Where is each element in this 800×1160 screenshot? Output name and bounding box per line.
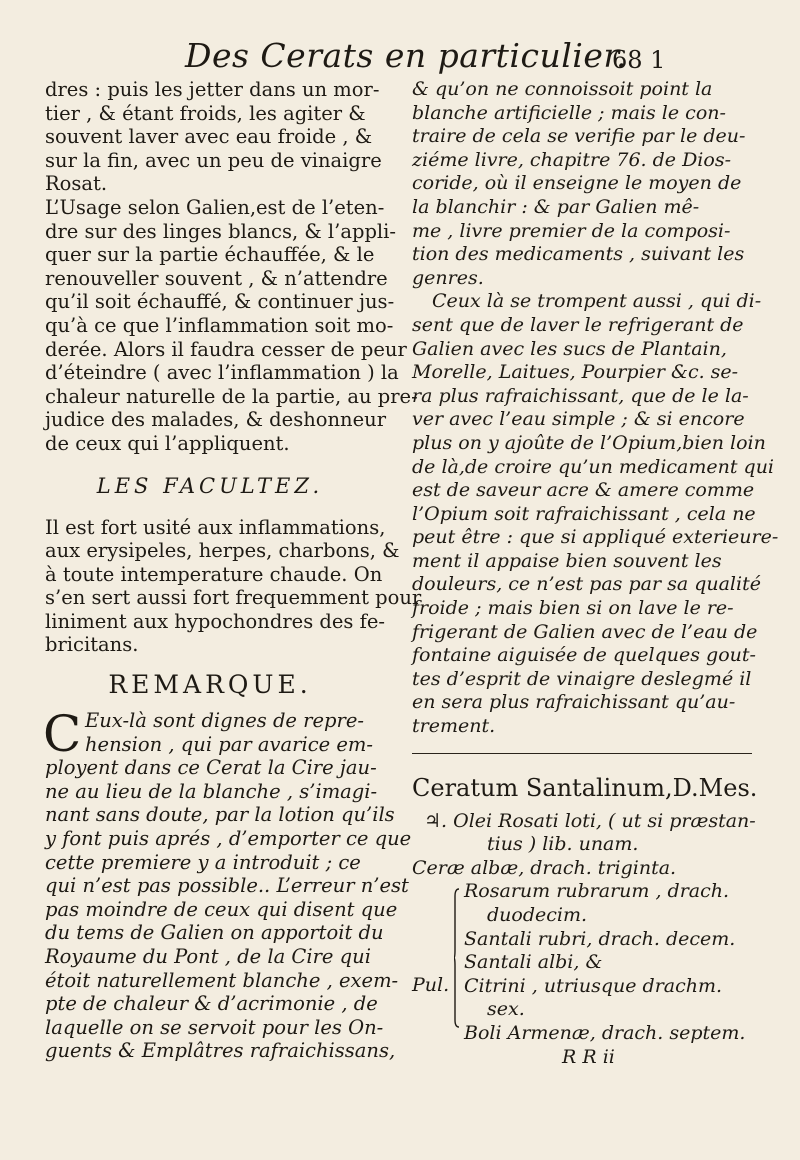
text-line: renouveller souvent , & n’attendre xyxy=(45,266,388,290)
drop-cap: C xyxy=(43,705,82,764)
text-line: tes d’esprit de vinaigre deslegmé il xyxy=(412,667,752,690)
remarque-continued-paragraph xyxy=(412,78,758,290)
text-line: Royaume du Pont , de la Cire qui xyxy=(45,945,371,968)
text-line: pte de chaleur & d’acrimonie , de xyxy=(45,992,378,1016)
signature-mark: R R ii xyxy=(562,1045,615,1068)
recipe-line: ♃. Olei Rosati loti, ( ut si præstan- xyxy=(424,809,756,832)
recipe-line: duodecim. xyxy=(487,904,588,926)
recipe-line: Santali rubri, drach. decem. xyxy=(464,927,736,950)
text-line: la blanchir : & par Galien mê- xyxy=(412,195,700,218)
brace-label: Pul. xyxy=(412,974,450,997)
text-line: souvent laver avec eau froide , & xyxy=(45,125,373,149)
text-line: ziéme livre, chapitre 76. de Dios- xyxy=(412,148,731,171)
text-line: tion des medicaments , suivant les xyxy=(412,243,745,266)
facultez-paragraph xyxy=(45,515,422,658)
preparation-paragraph xyxy=(45,78,418,456)
text-line: sent que de laver le refrigerant de xyxy=(412,313,744,336)
recipe-line: sex. xyxy=(487,998,525,1021)
text-line: Galien avec les sucs de Plantain, xyxy=(412,337,727,360)
text-line: ra plus rafraichissant, que de le la- xyxy=(412,384,749,407)
text-line: blanche artificielle ; mais le con- xyxy=(412,101,726,124)
text-line: guents & Emplâtres rafraichissans, xyxy=(45,1039,396,1063)
recipe-line: Citrini , utriusque drachm. xyxy=(464,974,723,997)
text-line: frigerant de Galien avec de l’eau de xyxy=(412,620,758,643)
recipe-line: Santali albi, & xyxy=(464,951,603,974)
text-line: liniment aux hypochondres des fe- xyxy=(45,609,385,633)
text-line: qu’à ce que l’inflammation soit mo- xyxy=(45,313,394,337)
left-column xyxy=(43,78,422,1063)
text-line: coride, où il enseigne le moyen de xyxy=(412,172,742,195)
text-line: plus on y ajoûte de l’Opium,bien loin xyxy=(412,431,766,454)
text-line: sur la fin, avec un peu de vinaigre xyxy=(45,148,382,172)
recipe xyxy=(412,810,758,1070)
page-header xyxy=(0,36,800,76)
text-line: cette premiere y a introduit ; ce xyxy=(45,850,361,874)
text-line: hension , qui par avarice em- xyxy=(85,732,374,756)
text-line: tier , & étant froids, les agiter & xyxy=(45,101,366,125)
text-line: nant sans doute, par la lotion qu’ils xyxy=(45,803,395,827)
text-line: est de saveur acre & amere comme xyxy=(412,479,755,502)
heading-remarque: REMARQUE. xyxy=(108,670,312,700)
text-line: y font puis aprés , d’emporter ce que xyxy=(45,827,412,851)
text-line: Ceux là se trompent aussi , qui di- xyxy=(432,290,762,313)
running-head: Des Cerats en particulier. xyxy=(185,36,627,75)
right-column xyxy=(412,78,779,1069)
text-line: dres : puis les jetter dans un mor- xyxy=(45,78,380,101)
text-line: chaleur naturelle de la partie, au pre- xyxy=(45,384,418,408)
text-line: fontaine aiguisée de quelques gout- xyxy=(412,644,756,667)
text-line: me , livre premier de la composi- xyxy=(412,219,731,242)
text-line: traire de cela se verifie par le deu- xyxy=(412,125,746,148)
text-line: qui n’est pas possible.. L’erreur n’est xyxy=(45,874,409,898)
text-line: d’éteindre ( avec l’inflammation ) la xyxy=(45,361,399,385)
text-line: L’Usage selon Galien,est de l’eten- xyxy=(45,195,385,219)
text-line: judice des malades, & deshonneur xyxy=(45,408,387,432)
text-line: Il est fort usité aux inflammations, xyxy=(45,515,386,539)
text-line: étoit naturellement blanche , exem- xyxy=(45,968,399,992)
text-line: dre sur des linges blancs, & l’appli- xyxy=(45,219,396,243)
curly-brace-icon xyxy=(454,888,460,1028)
text-line: genres. xyxy=(412,266,484,289)
remarque-paragraph xyxy=(43,705,412,1063)
text-line: l’Opium soit rafraichissant , cela ne xyxy=(412,502,756,525)
text-line: de ceux qui l’appliquent. xyxy=(45,431,290,455)
text-line: bricitans. xyxy=(45,633,139,657)
text-line: du tems de Galien on apportoit du xyxy=(45,921,384,945)
text-line: Morelle, Laitues, Pourpier &c. se- xyxy=(412,361,739,384)
text-line: qu’il soit échauffé, & continuer jus- xyxy=(45,290,395,314)
text-line: laquelle on se servoit pour les On- xyxy=(45,1015,384,1039)
page-number: 68 1 xyxy=(612,46,666,74)
text-line: douleurs, ce n’est pas par sa qualité xyxy=(412,573,761,596)
text-line: & qu’on ne connoissoit point la xyxy=(412,78,713,100)
second-remarque-paragraph xyxy=(412,290,779,738)
text-line: aux erysipeles, herpes, charbons, & xyxy=(45,539,400,563)
recipe-line: Ceræ albæ, drach. triginta. xyxy=(412,856,677,879)
dropcap-block xyxy=(43,705,375,764)
text-line: peut être : que si appliqué exterieure- xyxy=(412,526,779,549)
text-line: de là,de croire qu’un medicament qui xyxy=(412,455,775,478)
text-line: ment il appaise bien souvent les xyxy=(412,549,722,572)
heading-facultez: LES FACULTEZ. xyxy=(96,473,324,498)
text-line: trement. xyxy=(412,715,496,738)
text-line: derée. Alors il faudra cesser de peur xyxy=(45,337,407,361)
text-line: quer sur la partie échauffée, & le xyxy=(45,243,375,267)
text-line: ne au lieu de la blanche , s’imagi- xyxy=(45,779,378,803)
text-line: pas moindre de ceux qui disent que xyxy=(45,897,398,921)
text-line: en sera plus rafraichissant qu’au- xyxy=(412,691,736,714)
text-line: Rosat. xyxy=(45,172,108,196)
section-divider xyxy=(412,753,752,754)
recipe-line: Boli Armenæ, drach. septem. xyxy=(464,1021,746,1044)
recipe-line: Rosarum rubrarum , drach. xyxy=(464,880,730,903)
heading-ceratum: Ceratum Santalinum,D.Mes. xyxy=(412,773,758,802)
text-line: s’en sert aussi fort frequemment pour xyxy=(45,586,422,610)
text-line: Eux-là sont dignes de repre- xyxy=(85,709,364,733)
text-line: ver avec l’eau simple ; & si encore xyxy=(412,408,745,431)
text-line: ployent dans ce Cerat la Cire jau- xyxy=(45,756,377,780)
braced-ingredients xyxy=(412,880,758,1045)
recipe-line: tius ) lib. unam. xyxy=(487,833,639,856)
text-line: à toute intemperature chaude. On xyxy=(45,562,383,586)
text-line: froide ; mais bien si on lave le re- xyxy=(412,597,734,620)
